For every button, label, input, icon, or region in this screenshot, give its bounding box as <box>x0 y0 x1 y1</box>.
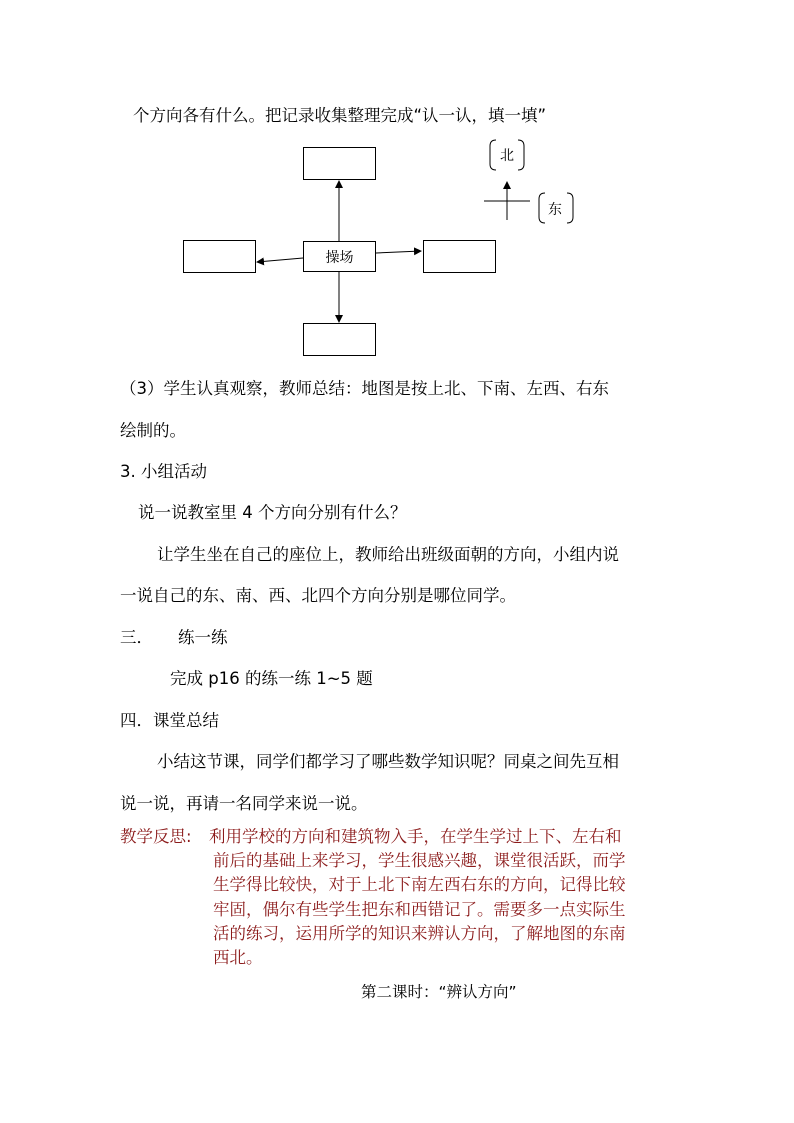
north-blank-box <box>303 147 376 180</box>
part3-name: 练一练 <box>178 628 228 647</box>
summary-line2: 说一说，再请一名同学来说一说。 <box>120 794 368 813</box>
next-lesson-title: 第二课时：“辨认方向” <box>361 983 517 1001</box>
south-blank-box <box>303 323 376 356</box>
practice-line: 完成 p16 的练一练 1~5 题 <box>170 669 373 688</box>
east-blank-box <box>423 240 496 273</box>
step3-line1: （3）学生认真观察，教师总结：地图是按上北、下南、左西、右东 <box>120 379 609 398</box>
north-bracket-right <box>518 140 524 170</box>
compass-north-label: 北 <box>500 148 514 164</box>
center-box-playground <box>303 241 376 272</box>
reflection-label: 教学反思: <box>120 827 192 846</box>
reflection-line: 牢固，偶尔有些学生把东和西错记了。需要多一点实际生 <box>213 900 626 919</box>
compass-east-label: 东 <box>548 202 562 218</box>
part4-title: 四．课堂总结 <box>120 711 219 730</box>
step3-line2: 绘制的。 <box>120 421 186 440</box>
north-bracket-left <box>490 140 496 170</box>
east-bracket-right <box>567 193 573 223</box>
arrow-west <box>257 258 303 262</box>
reflection-line: 活的练习，运用所学的知识来辨认方向，了解地图的东南 <box>213 924 626 943</box>
activity-line2: 一说自己的东、南、西、北四个方向分别是哪位同学。 <box>120 586 516 605</box>
center-label: 操场 <box>325 249 354 266</box>
summary-line1: 小结这节课，同学们都学习了哪些数学知识呢？同桌之间先互相 <box>157 752 619 771</box>
west-blank-box <box>183 240 256 273</box>
activity-line1: 让学生坐在自己的座位上，教师给出班级面朝的方向，小组内说 <box>157 545 619 564</box>
reflection-line: 利用学校的方向和建筑物入手，在学生学过上下、左右和 <box>209 827 622 846</box>
reflection-line: 前后的基础上来学习，学生很感兴趣，课堂很活跃，而学 <box>213 851 626 870</box>
arrow-east <box>376 251 421 253</box>
reflection-line: 西北。 <box>213 948 263 967</box>
reflection-line: 生学得比较快，对于上北下南左西右东的方向，记得比较 <box>213 875 626 894</box>
part3-title: 三． <box>120 628 153 647</box>
activity-question: 说一说教室里 4 个方向分别有什么？ <box>138 503 407 522</box>
section3-title: 3. 小组活动 <box>120 462 207 481</box>
intro-line: 个方向各有什么。把记录收集整理完成“认一认，填一填” <box>133 106 547 125</box>
east-bracket-left <box>539 193 545 223</box>
